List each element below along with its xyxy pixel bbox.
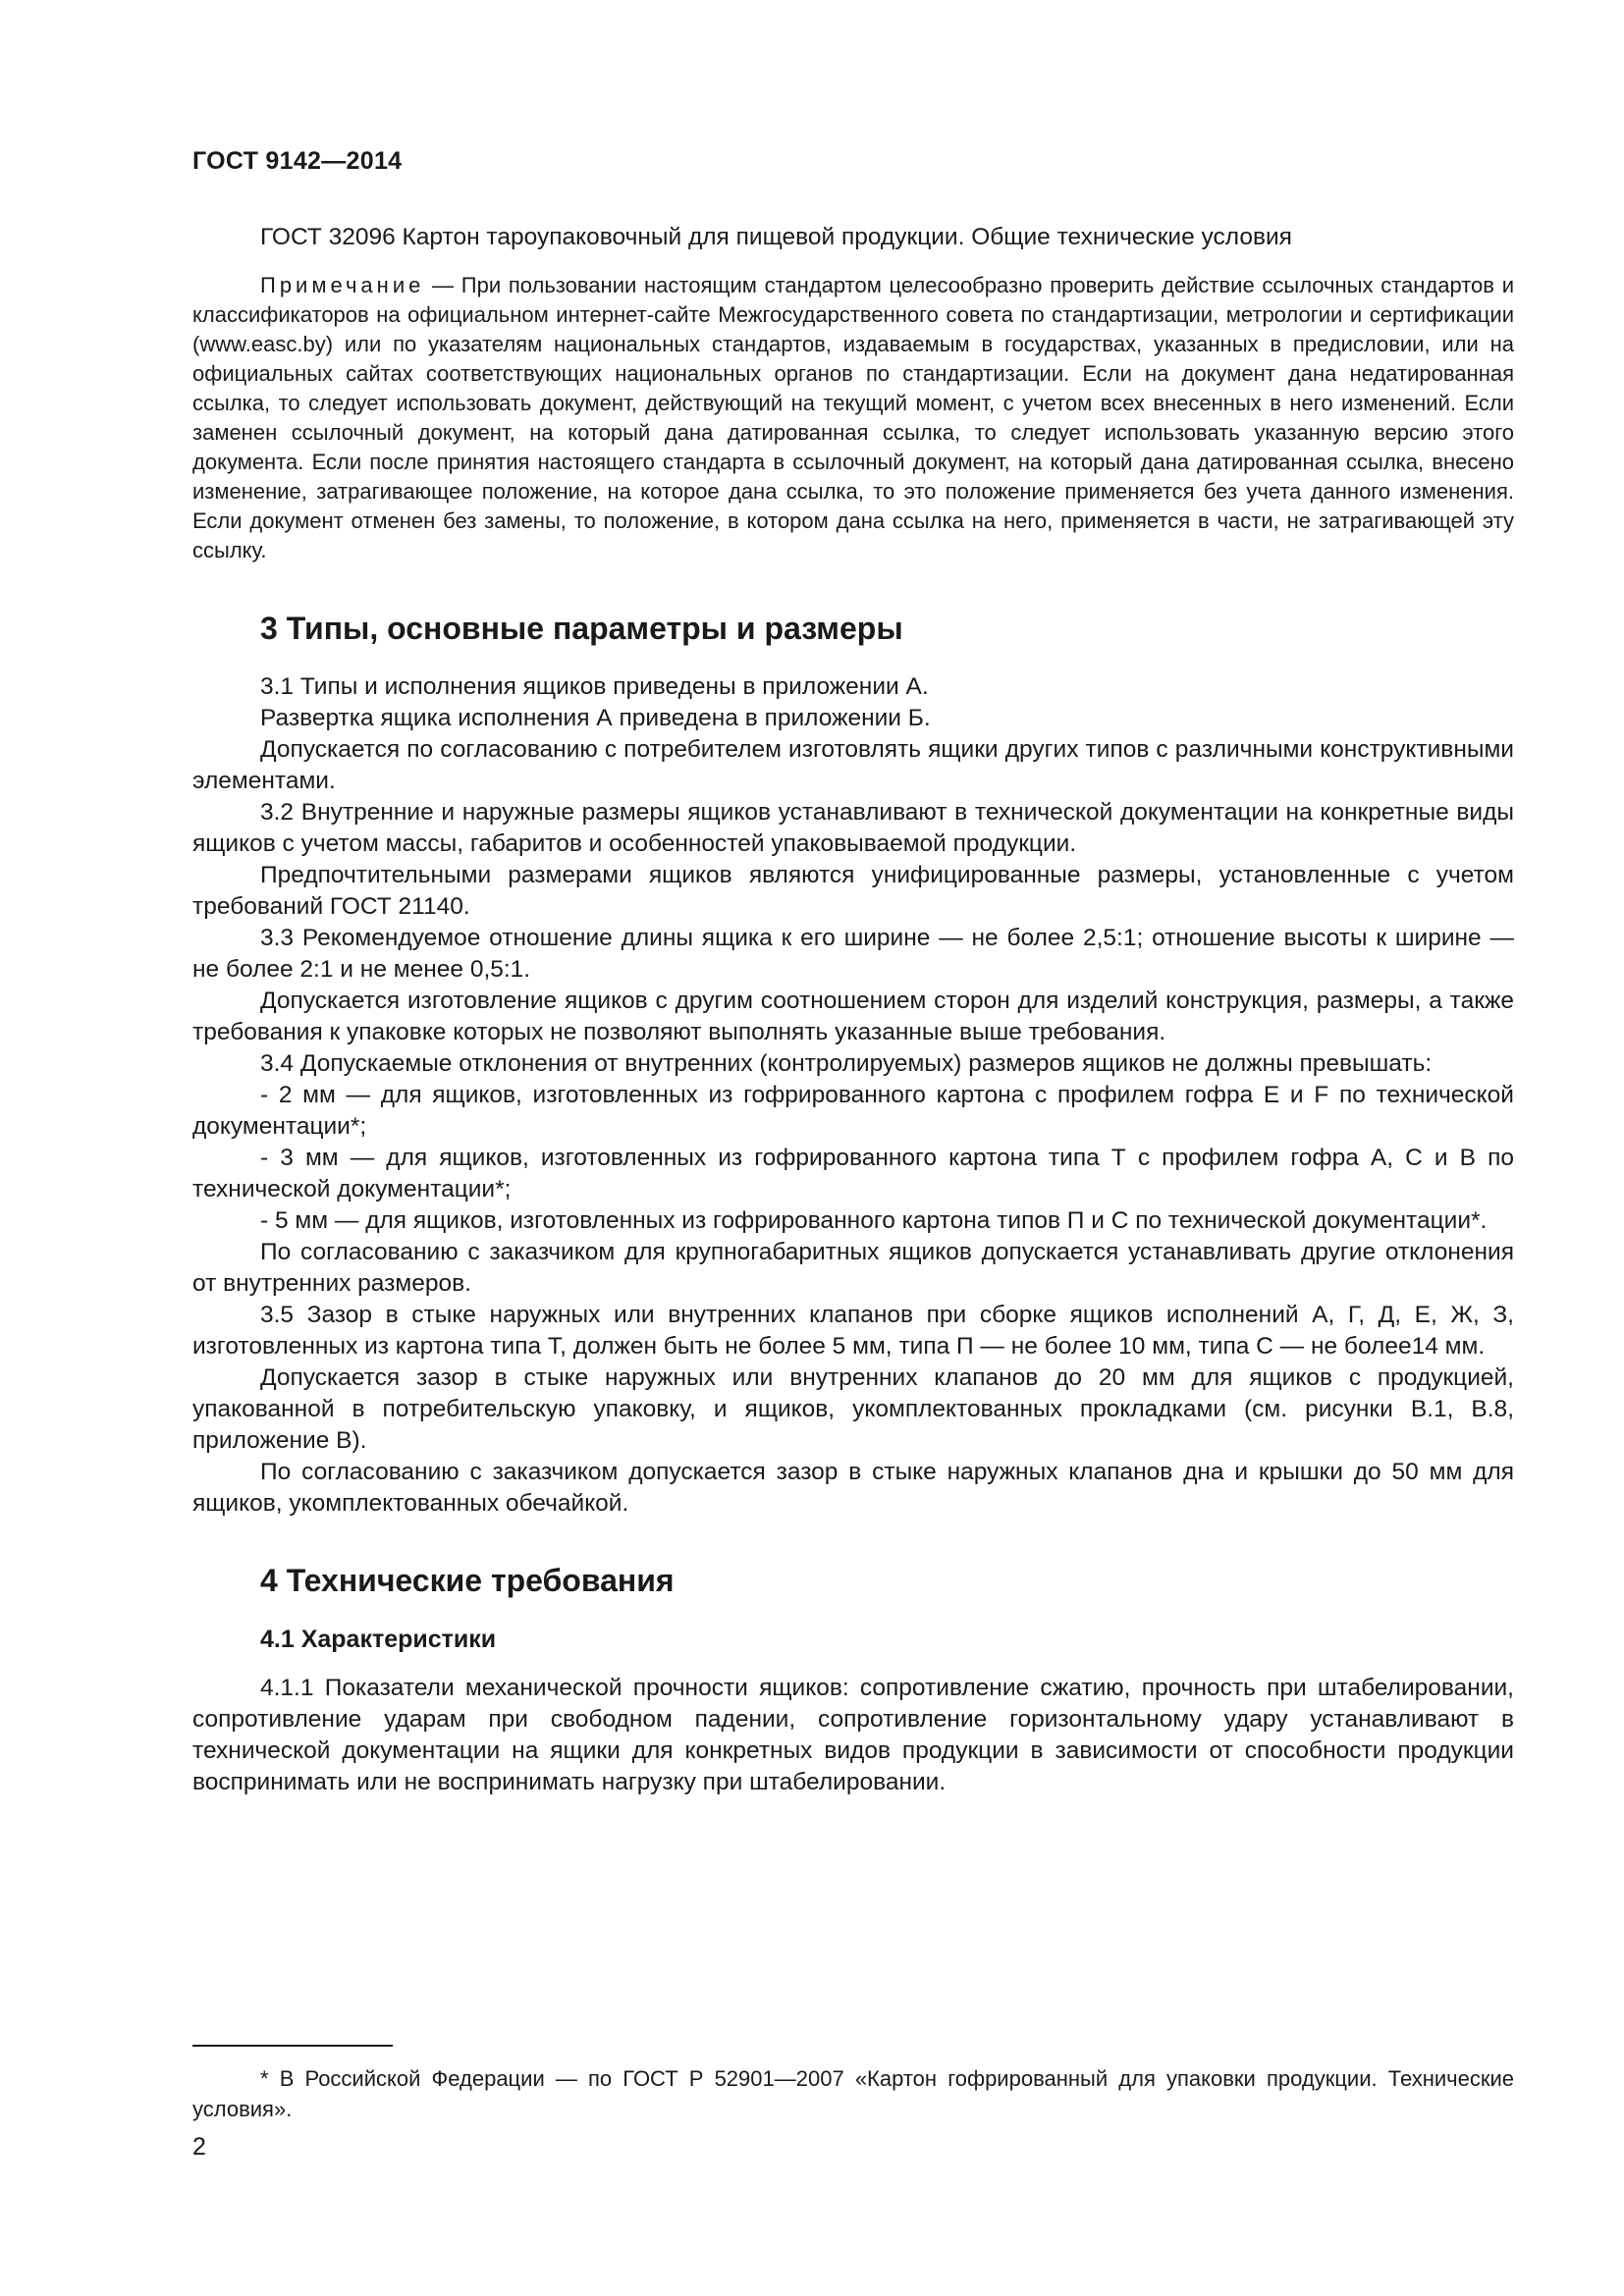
section-4-title: 4 Технические требования [260, 1563, 675, 1598]
reference-gost-32096: ГОСТ 32096 Картон тароупаковочный для пищевой продукции. Общие технические условия [260, 224, 1292, 250]
list-item-3mm: - 3 мм — для ящиков, изготовленных из гофрированного картона типа Т с профилем гофра А, С и В по технической документации*; [192, 1145, 1514, 1202]
page-body [192, 222, 1514, 1798]
paragraph-3-2-preferred-sizes: Предпочтительными размерами ящиков являются унифицированные размеры, установленные с учетом требований ГОСТ 21140. [192, 862, 1514, 920]
subsection-4-1-title: 4.1 Характеристики [260, 1626, 497, 1653]
paragraph-3-1-other-types: Допускается по согласованию с потребителем изготовлять ящики других типов с различными конструктивными элементами. [192, 736, 1514, 794]
paragraph-3-4: 3.4 Допускаемые отклонения от внутренних (контролируемых) размеров ящиков не должны превышать: [260, 1050, 1433, 1077]
paragraph-3-2: 3.2 Внутренние и наружные размеры ящиков устанавливают в технической документации на конкретные виды ящиков с учетом массы, габаритов и особенностей упаковываемой продукции. [192, 799, 1514, 857]
paragraph-3-1-unfolding: Развертка ящика исполнения А приведена в приложении Б. [260, 705, 931, 731]
note-text: — При пользовании настоящим стандартом целесообразно проверить действие ссылочных стандартов и классификаторов на официальном интернет-сайте Межгосударственного совета по стандартизации, метрологии и сертификации (www.easc.by) или по указателям национальных стандартов, издаваемым в государствах, указанных в предисловии, или на официальных сайтах соответствующих национальных органов по стандартизации. Если на документ дана недатированная ссылка, то следует использовать документ, действующий на текущий момент, с учетом всех внесенных в него изменений. Если заменен ссылочный документ, на который дана датированная ссылка, то следует использовать указанную версию этого документа. Если после принятия настоящего стандарта в ссылочный документ, на который дана датированная ссылка, внесено изменение, затрагивающее положение, на которое дана ссылка, то это положение применяется без учета данного изменения. Если документ отменен без замены, то положение, в котором дана ссылка на него, применяется в части, не затрагивающей эту ссылку. [192, 273, 1514, 562]
paragraph-3-3: 3.3 Рекомендуемое отношение длины ящика к его ширине — не более 2,5:1; отношение высоты к ширине — не более 2:1 и не менее 0,5:1. [192, 925, 1514, 983]
footnote-divider [192, 2045, 393, 2047]
list-item-2mm: - 2 мм — для ящиков, изготовленных из гофрированного картона с профилем гофра E и F по технической документации*; [192, 1082, 1514, 1140]
section-3-title: 3 Типы, основные параметры и размеры [260, 611, 903, 646]
paragraph-3-1: 3.1 Типы и исполнения ящиков приведены в приложении А. [260, 673, 929, 700]
list-item-5mm: - 5 мм — для ящиков, изготовленных из гофрированного картона типов П и С по технической документации*. [260, 1207, 1488, 1234]
paragraph-3-5: 3.5 Зазор в стыке наружных или внутренних клапанов при сборке ящиков исполнений А, Г, Д, Е, Ж, З, изготовленных из картона типа Т, должен быть не более 5 мм, типа П — не более 10 мм, типа С — не более14 мм. [192, 1302, 1514, 1360]
paragraph-4-1-1: 4.1.1 Показатели механической прочности ящиков: сопротивление сжатию, прочность при штабелировании, сопротивление ударам при свободном падении, сопротивление горизонтальному удару устанавливают в технической документации на ящики для конкретных видов продукции в зависимости от способности продукции воспринимать или не воспринимать нагрузку при штабелировании. [192, 1675, 1514, 1795]
footnote: * В Российской Федерации — по ГОСТ Р 52901—2007 «Картон гофрированный для упаковки продукции. Технические условия». [192, 2066, 1514, 2121]
paragraph-3-3-other-ratio: Допускается изготовление ящиков с другим соотношением сторон для изделий конструкция, размеры, а также требования к упаковке которых не позволяют выполнять указанные выше требования. [192, 988, 1514, 1045]
paragraph-3-4-large-boxes: По согласованию с заказчиком для крупногабаритных ящиков допускается устанавливать другие отклонения от внутренних размеров. [192, 1239, 1514, 1297]
paragraph-3-5-gap-50mm: По согласованию с заказчиком допускается зазор в стыке наружных клапанов дна и крышки до 50 мм для ящиков, укомплектованных обечайкой. [192, 1459, 1514, 1517]
page-number: 2 [192, 2133, 206, 2161]
document-code-header: ГОСТ 9142—2014 [192, 147, 403, 175]
reference-note [192, 271, 1514, 565]
note-label: Примечание [260, 273, 425, 297]
paragraph-3-5-gap-20mm: Допускается зазор в стыке наружных или внутренних клапанов до 20 мм для ящиков с продукцией, упакованной в потребительскую упаковку, и ящиков, укомплектованных прокладками (см. рисунки В.1, В.8, приложение В). [192, 1364, 1514, 1454]
